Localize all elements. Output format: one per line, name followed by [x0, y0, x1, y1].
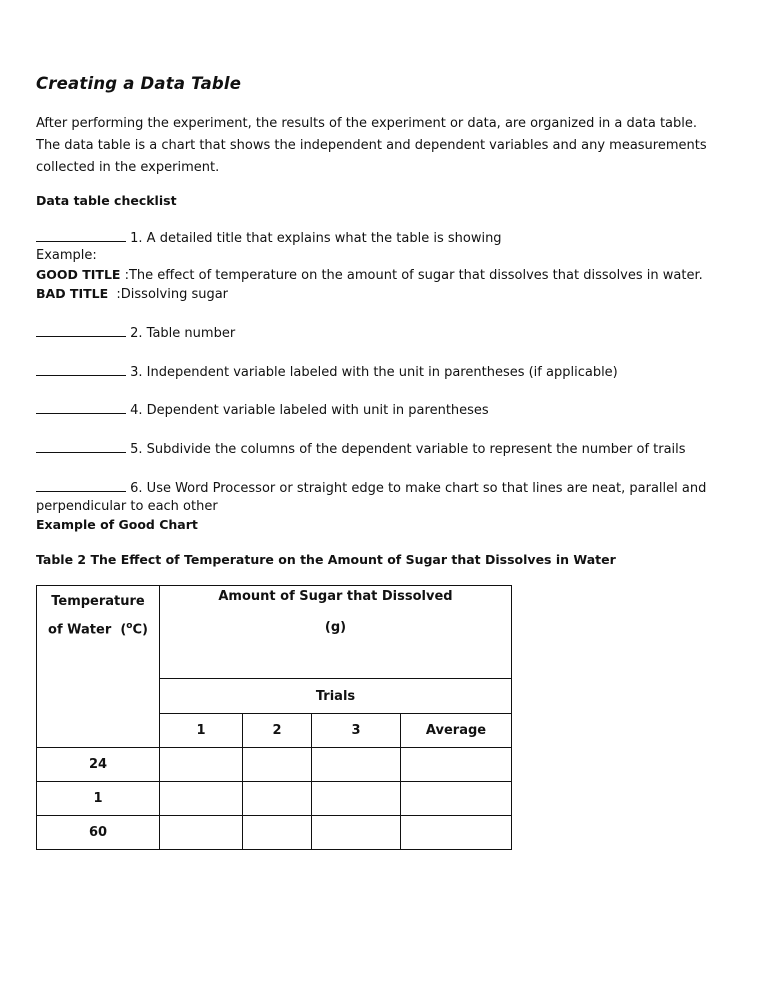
checklist-item-text: 3. Independent variable labeled with the unit in parentheses (if applicable)	[130, 365, 618, 380]
intro-line-1: After performing the experiment, the results of the experiment or data, are organized in a data table.	[36, 116, 698, 131]
checklist-item-text: 4. Dependent variable labeled with unit in parentheses	[130, 403, 489, 418]
checklist-blank	[36, 363, 126, 376]
trial-col-2: 2	[243, 714, 312, 748]
bad-title-label: BAD TITLE	[36, 286, 109, 301]
trial-col-1: 1	[160, 714, 243, 748]
independent-variable-header	[37, 586, 160, 748]
table-cell	[401, 816, 512, 850]
checklist-item-4	[36, 401, 489, 418]
intro-line-2: The data table is a chart that shows the independent and dependent variables and any measurements	[36, 138, 707, 153]
table-cell	[312, 782, 401, 816]
checklist-item-5	[36, 440, 686, 457]
dependent-variable-header	[160, 586, 512, 679]
table-cell	[160, 816, 243, 850]
indep-header-line-1: Temperature	[51, 594, 145, 609]
checklist-item-3	[36, 363, 618, 380]
checklist-blank	[36, 401, 126, 414]
checklist-item-text-cont: perpendicular to each other	[36, 499, 218, 514]
trial-col-average: Average	[401, 714, 512, 748]
table-row	[37, 782, 512, 816]
trial-col-3: 3	[312, 714, 401, 748]
table-cell	[401, 748, 512, 782]
table-cell	[243, 748, 312, 782]
checklist-item-text: 1. A detailed title that explains what the table is showing	[130, 231, 502, 246]
table-cell	[160, 782, 243, 816]
table-cell	[312, 748, 401, 782]
checklist-heading: Data table checklist	[36, 193, 177, 208]
checklist-item-1	[36, 229, 502, 246]
intro-paragraph	[36, 113, 736, 179]
good-title-label: GOOD TITLE	[36, 267, 121, 282]
intro-line-3: collected in the experiment.	[36, 160, 220, 175]
example-good-chart-label: Example of Good Chart	[36, 517, 198, 532]
page-title: Creating a Data Table	[36, 74, 242, 93]
checklist-item-text: 2. Table number	[130, 326, 236, 341]
table-cell	[160, 748, 243, 782]
checklist-item-text: 5. Subdivide the columns of the dependent variable to represent the number of trails	[130, 442, 686, 457]
table-caption: Table 2 The Effect of Temperature on the Amount of Sugar that Dissolves in Water	[36, 552, 616, 567]
checklist-item-6	[36, 479, 736, 516]
checklist-item-text: 6. Use Word Processor or straight edge to make chart so that lines are neat, parallel and	[130, 481, 707, 496]
table-row	[37, 816, 512, 850]
example-label: Example:	[36, 248, 97, 263]
bad-title-text: :Dissolving sugar	[116, 287, 229, 302]
row-temperature: 24	[37, 748, 160, 782]
indep-header-line-2: of Water ($^o$C)	[48, 621, 148, 638]
table-cell	[312, 816, 401, 850]
checklist-item-2	[36, 324, 235, 341]
data-table	[36, 585, 512, 850]
checklist-blank	[36, 229, 126, 242]
table-cell	[243, 816, 312, 850]
checklist-blank	[36, 479, 126, 492]
table-cell	[243, 782, 312, 816]
table-row	[37, 748, 512, 782]
good-title-line	[36, 267, 703, 283]
dep-header-unit: (g)	[324, 620, 347, 635]
good-title-text: :The effect of temperature on the amount of sugar that dissolves that dissolves in water.	[124, 268, 703, 283]
row-temperature: 1	[37, 782, 160, 816]
bad-title-line	[36, 286, 228, 302]
trials-header: Trials	[160, 679, 512, 714]
row-temperature: 60	[37, 816, 160, 850]
dep-header-label: Amount of Sugar that Dissolved	[218, 589, 453, 604]
table-cell	[401, 782, 512, 816]
checklist-blank	[36, 324, 126, 337]
checklist-blank	[36, 440, 126, 453]
